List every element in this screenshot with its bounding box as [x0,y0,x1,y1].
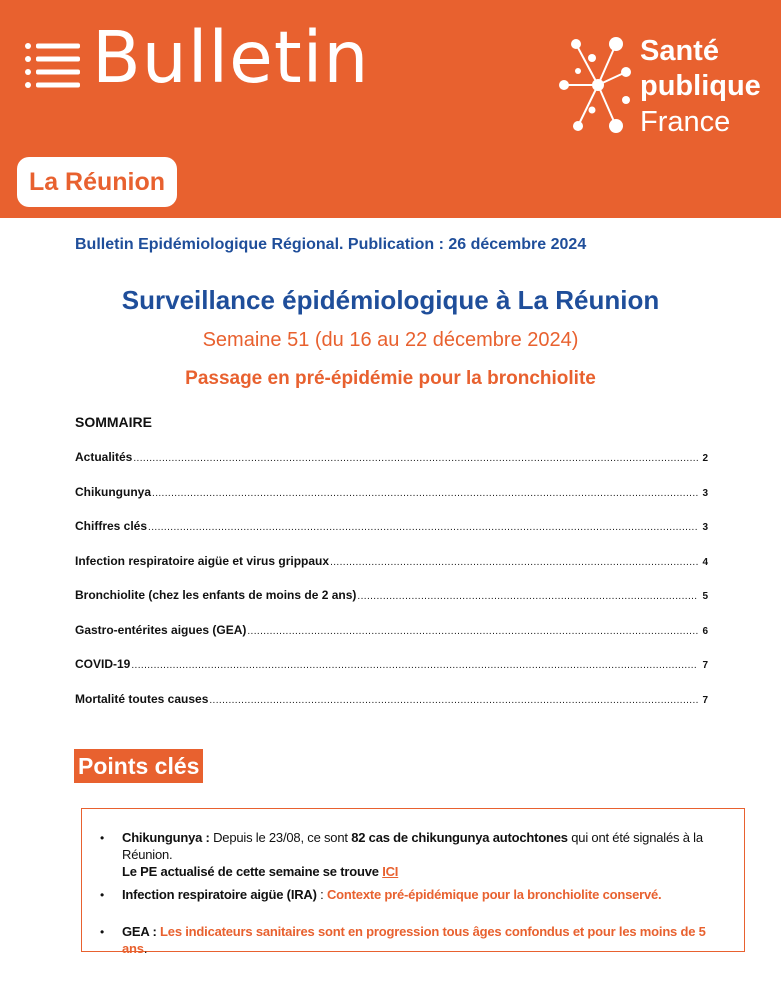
toc-item-page: 2 [702,453,708,464]
sommaire-heading: SOMMAIRE [75,414,152,430]
toc-leader [148,519,698,533]
toc-leader [330,554,698,568]
toc-item-chikungunya[interactable] [75,485,708,520]
region-badge: La Réunion [17,157,177,207]
point-gea [122,923,722,957]
headline: Passage en pré-épidémie pour la bronchiolite [185,368,596,389]
header-banner [0,0,781,218]
point-emphasis: 82 cas de chikungunya autochtones [351,830,568,845]
point-text: Le PE actualisé de cette semaine se trouve [122,864,383,879]
toc-item-label: Bronchiolite (chez les enfants de moins de 2 ans) [75,588,357,602]
toc-item-label: Actualités [75,450,133,464]
point-end: . [143,941,148,956]
toc-item-page: 7 [702,694,708,706]
week-subtitle: Semaine 51 (du 16 au 22 décembre 2024) [202,329,579,351]
bulletin-title: Bulletin [92,16,370,99]
toc-leader [209,692,698,706]
toc-item-page: 4 [702,556,708,568]
point-ira [122,886,722,903]
menu-lines-icon [24,40,82,90]
toc-item-chiffres-cles[interactable] [75,519,708,554]
points-cles-heading: Points clés [74,749,203,783]
sante-publique-logo-icon [556,30,640,140]
toc-item-label: Chikungunya [75,484,152,499]
page-title: Surveillance épidémiologique à La Réunion [121,285,660,315]
toc-item-page: 3 [702,522,708,533]
bullet-icon: • [100,888,105,902]
toc-item-ira[interactable] [75,554,708,589]
toc-item-covid[interactable] [75,657,708,692]
toc-item-label: Infection respiratoire aigüe et virus grippaux [75,553,330,568]
logo-text-france: France [640,106,731,138]
point-text: Contexte pré-épidémique pour la bronchiolite conservé. [326,887,662,902]
toc-item-label: Gastro-entérites aigues (GEA) [75,622,247,637]
points-cles-box [81,808,745,956]
point-text: Les indicateurs sanitaires sont en progression tous âges confondus et pour les moins de 5 ans [122,924,706,956]
point-label: GEA : [122,924,157,939]
pe-link[interactable]: ICI [382,864,399,879]
point-separator: : [316,887,327,902]
point-label: Chikungunya : [122,830,210,845]
logo-text-sante: Santé [640,35,719,67]
toc-item-mortalite[interactable] [75,692,708,727]
table-of-contents [75,450,708,726]
toc-item-page: 3 [702,487,708,499]
toc-item-page: 5 [702,591,708,602]
toc-leader [152,485,698,499]
toc-item-label: Chiffres clés [75,519,148,533]
toc-item-page: 7 [702,660,708,671]
toc-leader [131,657,698,671]
toc-item-label: Mortalité toutes causes [75,691,209,706]
point-text: qui ont été signalés à la Réunion. [122,830,703,862]
toc-leader [247,623,698,637]
logo-text-publique: publique [640,70,761,102]
point-text: Depuis le 23/08, ce sont [209,830,352,845]
toc-item-label: COVID-19 [75,657,131,671]
toc-item-page: 6 [702,625,708,637]
toc-leader [357,588,698,602]
point-label: Infection respiratoire aigüe (IRA) [122,887,317,902]
toc-item-bronchiolite[interactable] [75,588,708,623]
point-chikungunya [122,829,722,880]
toc-leader [133,450,698,464]
bullet-icon: • [100,831,105,845]
publication-date: Bulletin Epidémiologique Régional. Publication : 26 décembre 2024 [75,236,587,253]
toc-item-gea[interactable] [75,623,708,658]
bullet-icon: • [100,925,105,939]
toc-item-actualites[interactable] [75,450,708,485]
